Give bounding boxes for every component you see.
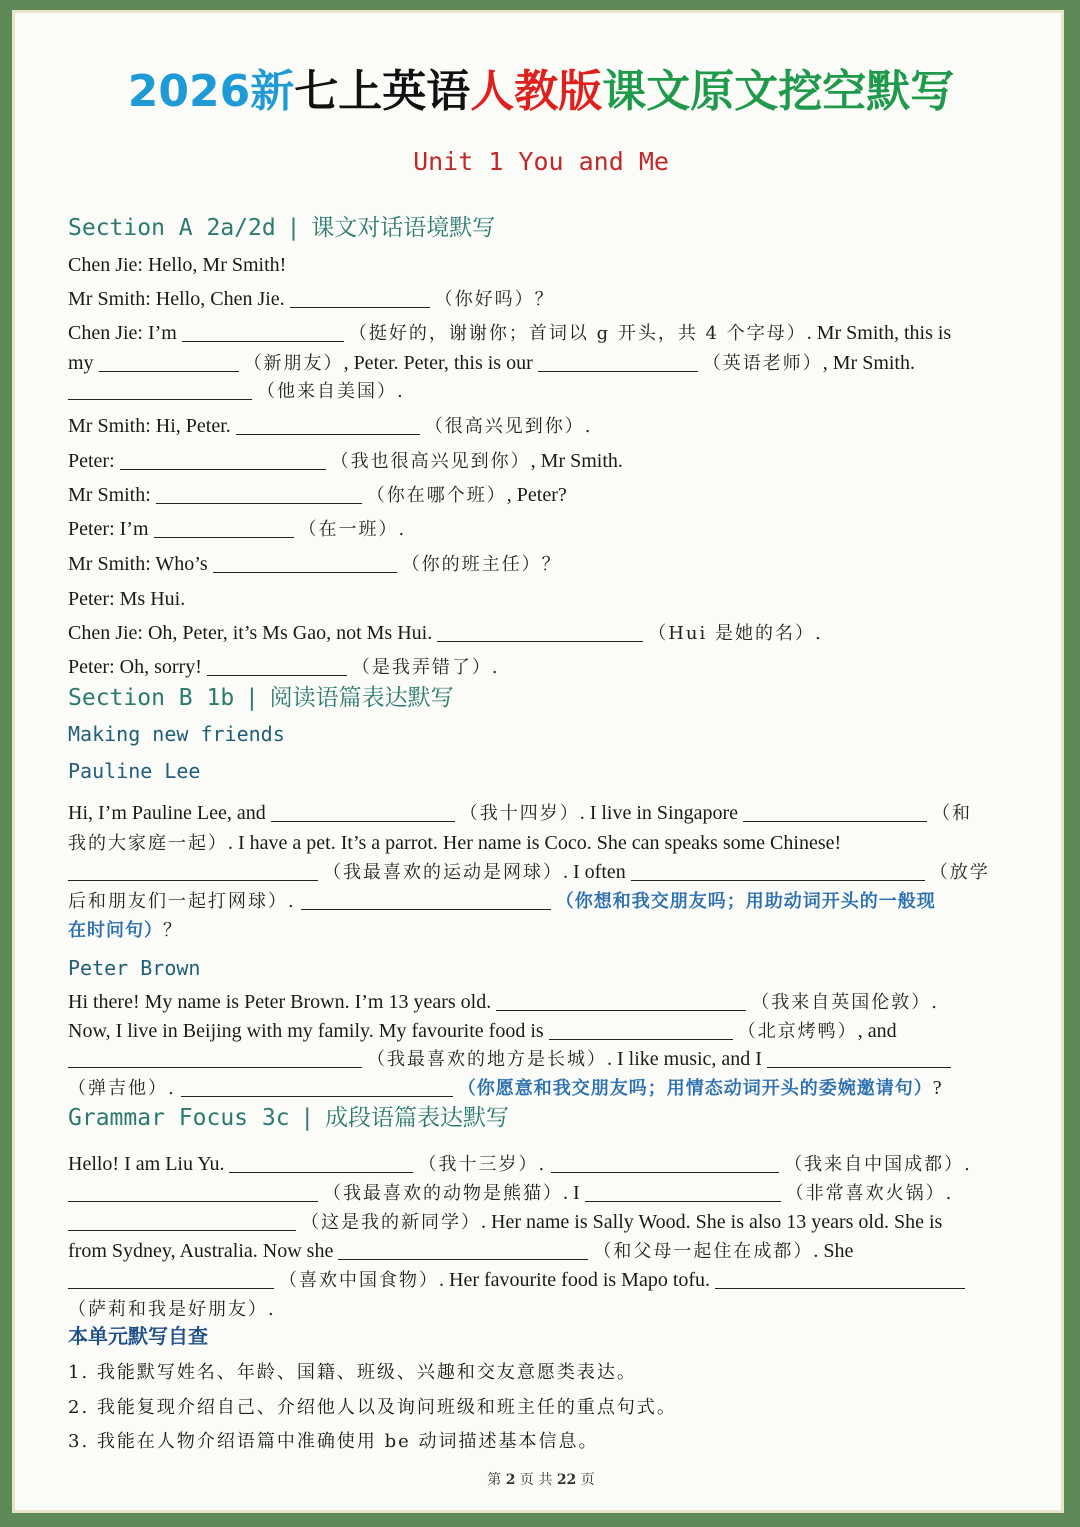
grammar-focus-heading: Grammar Focus 3c | 成段语篇表达默写	[68, 1105, 510, 1131]
answer-blank[interactable]	[496, 988, 746, 1011]
answer-blank[interactable]	[68, 1266, 274, 1289]
self-check-item: 3. 我能在人物介绍语篇中准确使用 be 动词描述基本信息。	[68, 1431, 599, 1452]
passage-line: Hello! I am Liu Yu. （我十三岁）. （我来自中国成都）.	[68, 1150, 1028, 1179]
answer-blank[interactable]	[99, 349, 239, 372]
dialogue-line: Peter: Oh, sorry! （是我弄错了）.	[68, 653, 1028, 682]
passage-line: （我最喜欢的动物是熊猫）. I （非常喜欢火锅）.	[68, 1179, 1028, 1208]
dialogue-line: Peter: I’m （在一班）.	[68, 515, 1028, 544]
passage-line: from Sydney, Australia. Now she （和父母一起住在成都）. She	[68, 1237, 1028, 1266]
answer-blank[interactable]	[68, 377, 252, 400]
passage-line: （弹吉他）. （你愿意和我交朋友吗；用情态动词开头的委婉邀请句）?	[68, 1074, 1028, 1103]
passage-line: Now, I live in Beijing with my family. My favourite food is （北京烤鸭）, and	[68, 1017, 1028, 1046]
worksheet-page	[12, 10, 1064, 1513]
answer-blank[interactable]	[631, 858, 925, 881]
passage-line: （萨莉和我是好朋友）.	[68, 1299, 276, 1320]
passage-line: 在时问句）？	[68, 920, 183, 941]
answer-blank[interactable]	[154, 515, 294, 538]
answer-blank[interactable]	[181, 1074, 453, 1097]
answer-blank[interactable]	[743, 799, 927, 822]
section-b-heading: Section B 1b | 阅读语篇表达默写	[68, 685, 454, 711]
page-footer: 第 2 页 共 22 页	[487, 1472, 595, 1488]
answer-blank[interactable]	[68, 1179, 318, 1202]
answer-blank[interactable]	[229, 1150, 413, 1173]
passage-line: （我最喜欢的运动是网球）. I often （放学	[68, 858, 1028, 887]
dialogue-line: （他来自美国）.	[68, 377, 1028, 406]
passage-heading: Making new friends	[68, 722, 285, 746]
passage-line: （喜欢中国食物）. Her favourite food is Mapo tofu.	[68, 1266, 1028, 1295]
answer-blank[interactable]	[290, 285, 430, 308]
answer-blank[interactable]	[236, 412, 420, 435]
answer-blank[interactable]	[549, 1017, 733, 1040]
dialogue-line: Peter: （我也很高兴见到你）, Mr Smith.	[68, 447, 1028, 476]
answer-blank[interactable]	[68, 1208, 296, 1231]
person-name-peter: Peter Brown	[68, 956, 201, 980]
section-a-heading: Section A 2a/2d | 课文对话语境默写	[68, 215, 496, 241]
self-check-heading: 本单元默写自查	[68, 1324, 208, 1348]
answer-blank[interactable]	[715, 1266, 965, 1289]
answer-blank[interactable]	[301, 887, 551, 910]
passage-line: （我最喜欢的地方是长城）. I like music, and I	[68, 1045, 1028, 1074]
dialogue-line: Chen Jie: Oh, Peter, it’s Ms Gao, not Ms Hui. （Hui 是她的名）.	[68, 619, 1028, 648]
passage-line: 后和朋友们一起打网球）. （你想和我交朋友吗；用助动词开头的一般现	[68, 887, 1028, 916]
answer-blank[interactable]	[213, 550, 397, 573]
answer-blank[interactable]	[585, 1179, 781, 1202]
passage-line: Hi, I’m Pauline Lee, and （我十四岁）. I live in Singapore （和	[68, 799, 1028, 828]
answer-blank[interactable]	[437, 619, 643, 642]
page-title: 2026新七上英语人教版课文原文挖空默写	[127, 66, 955, 117]
passage-line: 我的大家庭一起）. I have a pet. It’s a parrot. Her name is Coco. She can speaks some Chinese!	[68, 832, 842, 854]
answer-blank[interactable]	[182, 319, 344, 342]
answer-blank[interactable]	[68, 1045, 362, 1068]
answer-blank[interactable]	[538, 349, 698, 372]
person-name-pauline: Pauline Lee	[68, 759, 201, 783]
dialogue-line: Peter: Ms Hui.	[68, 588, 186, 610]
answer-blank[interactable]	[207, 653, 347, 676]
answer-blank[interactable]	[156, 481, 362, 504]
dialogue-line: my （新朋友）, Peter. Peter, this is our （英语老师）, Mr Smith.	[68, 349, 1028, 378]
dialogue-line: Mr Smith: Hello, Chen Jie. （你好吗）？	[68, 285, 1028, 314]
dialogue-line: Chen Jie: Hello, Mr Smith!	[68, 254, 287, 276]
passage-line: （这是我的新同学）. Her name is Sally Wood. She is also 13 years old. She is	[68, 1208, 1028, 1237]
answer-blank[interactable]	[338, 1237, 588, 1260]
self-check-item: 2. 我能复现介绍自己、介绍他人以及询问班级和班主任的重点句式。	[68, 1397, 677, 1418]
dialogue-line: Chen Jie: I’m （挺好的，谢谢你；首词以 g 开头，共 4 个字母）. Mr Smith, this is	[68, 319, 1028, 348]
answer-blank[interactable]	[271, 799, 455, 822]
dialogue-line: Mr Smith: （你在哪个班）, Peter?	[68, 481, 1028, 510]
dialogue-line: Mr Smith: Who’s （你的班主任）？	[68, 550, 1028, 579]
passage-line: Hi there! My name is Peter Brown. I’m 13 years old. （我来自英国伦敦）.	[68, 988, 1028, 1017]
answer-blank[interactable]	[68, 858, 318, 881]
answer-blank[interactable]	[551, 1150, 779, 1173]
answer-blank[interactable]	[120, 447, 326, 470]
answer-blank[interactable]	[767, 1045, 951, 1068]
dialogue-line: Mr Smith: Hi, Peter. （很高兴见到你）.	[68, 412, 1028, 441]
self-check-item: 1. 我能默写姓名、年龄、国籍、班级、兴趣和交友意愿类表达。	[68, 1362, 637, 1383]
unit-title: Unit 1 You and Me	[413, 147, 669, 176]
